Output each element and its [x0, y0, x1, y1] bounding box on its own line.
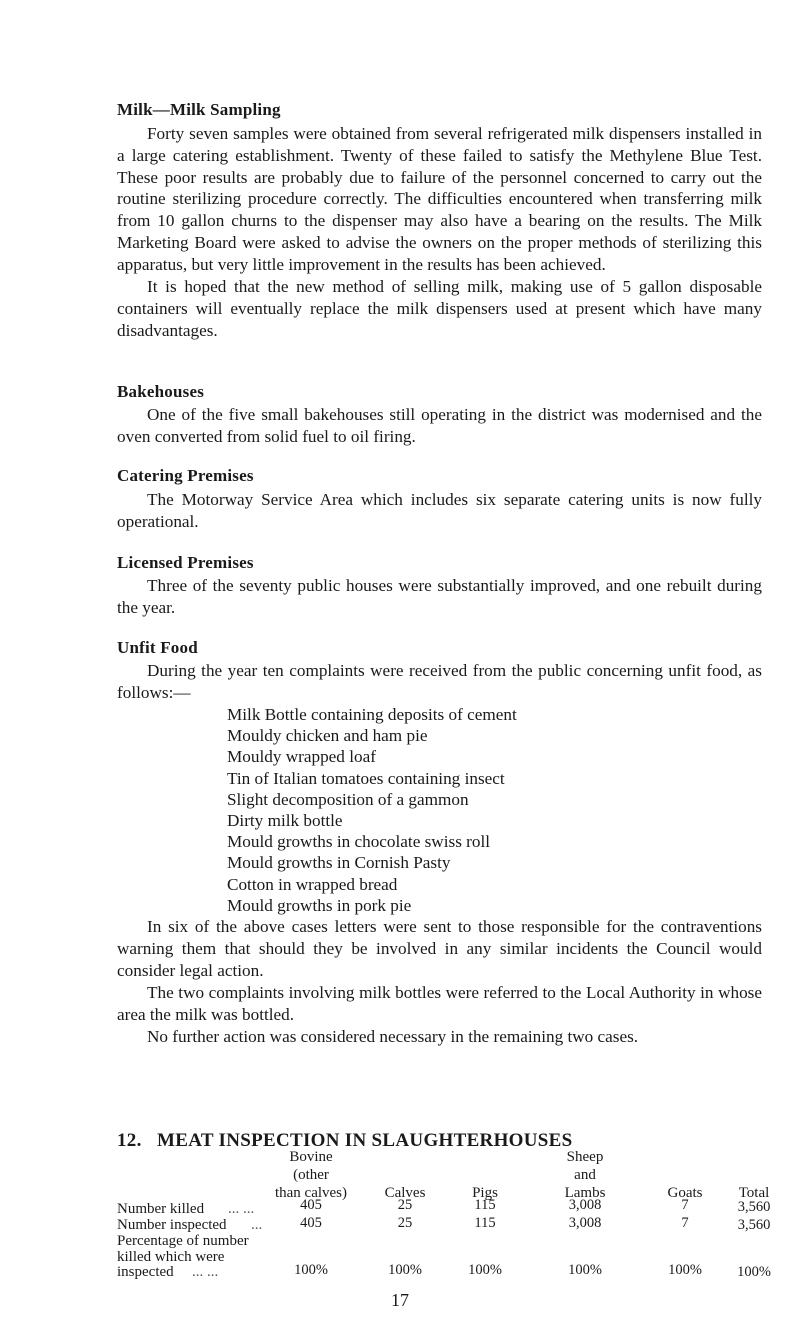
- leader-dots: ... ...: [192, 1264, 219, 1280]
- cell-value: 3,008: [568, 1215, 602, 1231]
- unfit-food-paragraph-3: No further action was considered necessary in the remaining two cases.: [147, 1027, 639, 1046]
- licensed-premises-paragraph: Three of the seventy public houses were substantially improved, and one rebuilt during the year.: [117, 576, 762, 617]
- column-header-goats: Goats: [667, 1185, 703, 1201]
- cell-value: 3,008: [568, 1197, 602, 1213]
- row-label-number-killed: Number killed: [117, 1201, 205, 1217]
- list-item: Mouldy wrapped loaf: [227, 747, 376, 767]
- cell-value: 100%: [668, 1262, 702, 1278]
- catering-premises-paragraph: The Motorway Service Area which includes six separate catering units is now fully operational.: [117, 490, 762, 531]
- cell-value: 7: [681, 1197, 689, 1213]
- milk-sampling-heading: Milk—Milk Sampling: [117, 100, 281, 119]
- cell-value: 7: [681, 1215, 689, 1231]
- catering-premises-heading: Catering Premises: [117, 466, 254, 485]
- list-item: Mould growths in Cornish Pasty: [227, 853, 451, 873]
- page-number: 17: [391, 1290, 409, 1310]
- list-item: Tin of Italian tomatoes containing insect: [227, 768, 505, 788]
- licensed-premises-heading: Licensed Premises: [117, 553, 254, 572]
- leader-dots: ... ...: [228, 1201, 255, 1217]
- list-item: Slight decomposition of a gammon: [227, 789, 469, 809]
- cell-value: 100%: [737, 1264, 771, 1280]
- cell-value: 405: [300, 1197, 322, 1213]
- cell-value: 100%: [468, 1262, 502, 1278]
- column-header-sheep-lambs: Sheep and Lambs: [564, 1149, 606, 1201]
- column-header-pigs: Pigs: [472, 1185, 498, 1201]
- milk-sampling-paragraph-1: Forty seven samples were obtained from several refrigerated milk dispensers installed in a large catering establishment. Twenty of these failed to satisfy the Methylene Blue Test. These poor results are probably due to failure of the personnel concerned to carry out the routine sterilizing procedure correctly. The difficulties encountered when transferring milk from 10 gallon churns to the dispenser may also have a bearing on the results. The Milk Marketing Board were asked to advise the owners on the proper methods of sterilizing this apparatus, but very little improvement in the results has been achieved.: [117, 124, 762, 274]
- cell-value: 100%: [294, 1262, 328, 1278]
- cell-value: 115: [474, 1197, 496, 1213]
- list-item: Mouldy chicken and ham pie: [227, 726, 428, 746]
- row-label-number-inspected: Number inspected: [117, 1217, 227, 1233]
- cell-value: 100%: [388, 1262, 422, 1278]
- row-label-percentage-line-2: killed which were: [117, 1249, 225, 1265]
- column-header-total: Total: [738, 1185, 770, 1201]
- complaints-list: [227, 704, 517, 916]
- cell-value: 100%: [568, 1262, 602, 1278]
- unfit-food-intro: During the year ten complaints were received from the public concerning unfit food, as follows:—: [117, 661, 762, 702]
- cell-value: 25: [397, 1197, 413, 1213]
- list-item: Milk Bottle containing deposits of cement: [227, 705, 517, 724]
- cell-value: 405: [300, 1215, 322, 1231]
- column-header-bovine: Bovine (other than calves): [274, 1149, 348, 1201]
- bakehouses-paragraph: One of the five small bakehouses still operating in the district was modernised and the oven converted from solid fuel to oil firing.: [117, 405, 762, 446]
- leader-dots: ...: [251, 1217, 263, 1233]
- list-item: Cotton in wrapped bread: [227, 874, 398, 894]
- cell-value: 3,560: [737, 1217, 771, 1233]
- cell-value: 115: [474, 1215, 496, 1231]
- section-number: 12.: [117, 1130, 142, 1151]
- column-header-calves: Calves: [384, 1185, 426, 1201]
- cell-value: 25: [397, 1215, 413, 1231]
- cell-value: 3,560: [737, 1199, 771, 1215]
- unfit-food-paragraph-2: The two complaints involving milk bottles were referred to the Local Authority in whose area the milk was bottled.: [117, 983, 762, 1024]
- list-item: Mould growths in chocolate swiss roll: [227, 832, 491, 852]
- milk-sampling-paragraph-2: It is hoped that the new method of selling milk, making use of 5 gallon disposable containers will eventually replace the milk dispensers used at present which have many disadvantages.: [117, 277, 762, 340]
- list-item: Mould growths in pork pie: [227, 895, 412, 915]
- row-label-percentage: Percentage of number: [117, 1233, 249, 1249]
- bakehouses-heading: Bakehouses: [117, 382, 205, 401]
- section-title: MEAT INSPECTION IN SLAUGHTERHOUSES: [157, 1130, 573, 1151]
- row-label-percentage-line-3: inspected: [117, 1264, 174, 1280]
- unfit-food-paragraph-1: In six of the above cases letters were sent to those responsible for the contraventions warning them that should they be involved in any similar incidents the Council would consider legal action.: [117, 917, 762, 980]
- unfit-food-heading: Unfit Food: [117, 638, 198, 657]
- list-item: Dirty milk bottle: [227, 811, 343, 831]
